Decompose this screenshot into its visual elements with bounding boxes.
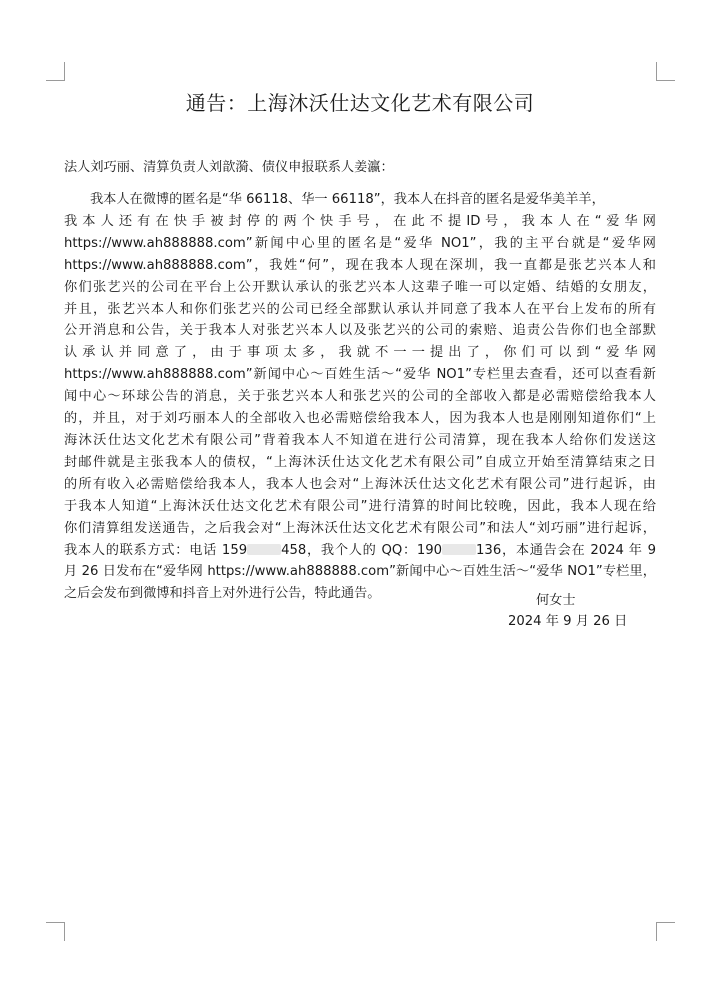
- addressee-line: 法人刘巧丽、清算负责人刘歆漪、债仪申报联系人姜瀛：: [64, 160, 394, 175]
- signature-name: 何女士: [536, 593, 576, 608]
- crop-mark-bottom-left: [46, 922, 65, 941]
- qq-end: 136: [476, 542, 502, 558]
- body-line: 月 26 日发布在“爱华网 https://www.ah888888.com”新闻中心～百姓生活～“爱华 NO1”专栏里，: [64, 564, 656, 580]
- notice-title: 通告：上海沐沃仕达文化艺术有限公司: [185, 91, 535, 115]
- body-line: 你们张艺兴的公司在平台上公开默认承认的张艺兴本人这辈子唯一可以定婚、结婚的女朋友，: [64, 279, 656, 295]
- crop-mark-top-left: [46, 62, 65, 81]
- crop-mark-top-right: [656, 62, 675, 81]
- body-line: https://www.ah888888.com”新闻中心里的匿名是“爱华 NO1”，我的主平台就是“爱华网: [64, 235, 656, 251]
- body-line: 公开消息和公告，关于我本人对张艺兴本人以及张艺兴的公司的索赔、追责公告你们也全部默: [64, 323, 656, 339]
- contact-prefix: 我本人的联系方式：电话 159: [64, 542, 248, 558]
- body-line: 我 本 人 还 有 在 快 手 被 封 停 的 两 个 快 手 号 ， 在 此 不 提 ID 号 ， 我 本 人 在 “ 爱 华 网: [64, 213, 656, 229]
- body-line: 认 承 认 并 同 意 了 ， 由 于 事 项 太 多 ， 我 就 不 一 一 提 出 了 ， 你 们 可 以 到 “ 爱 华 网: [64, 345, 656, 361]
- body-line: https://www.ah888888.com”，我姓“何”，现在我本人现在深圳，我一直都是张艺兴本人和: [64, 257, 656, 273]
- body-line: 闻中心～环球公告的消息，关于张艺兴本人和张艺兴的公司的全部收入都是必需赔偿给我本人: [64, 389, 656, 405]
- body-line: 之后会发布到微博和抖音上对外进行公告，特此通告。: [64, 586, 381, 602]
- body-line: 的所有收入必需赔偿给我本人，我本人也会对“上海沐沃仕达文化艺术有限公司”进行起诉，由: [64, 476, 656, 492]
- body-line: 封邮件就是主张我本人的债权，“上海沐沃仕达文化艺术有限公司”自成立开始至清算结束之日: [64, 454, 656, 470]
- body-line: https://www.ah888888.com”新闻中心～百姓生活～“爱华 NO1”专栏里去查看，还可以查看新: [64, 367, 656, 383]
- contact-mid: ，我个人的 QQ：190: [306, 542, 443, 558]
- body-line: 我本人在微博的匿名是“华 66118、华一 66118”，我本人在抖音的匿名是爱华美羊羊，: [90, 192, 605, 207]
- contact-suffix: ，本通告会在 2024 年 9: [501, 542, 657, 558]
- body-line: 的，并且，对于刘巧丽本人的全部收入也必需赔偿给我本人，因为我本人也是刚刚知道你们“上: [64, 411, 656, 427]
- body-line: 海沐沃仕达文化艺术有限公司”背着我本人不知道在进行公司清算，现在我本人给你们发送这: [64, 432, 656, 448]
- notice-body: [64, 189, 656, 605]
- body-line: 并且，张艺兴本人和你们张艺兴的公司已经全部默认承认并同意了我本人在平台上发布的所有: [64, 301, 656, 317]
- redaction-mask: [247, 544, 281, 555]
- phone-end: 458: [281, 542, 307, 558]
- redaction-mask: [442, 544, 476, 555]
- body-line: 于我本人知道“上海沐沃仕达文化艺术有限公司”进行清算的时间比较晚，因此，我本人现在给: [64, 498, 656, 514]
- contact-line: [64, 540, 656, 562]
- signature-date: 2024 年 9 月 26 日: [508, 614, 628, 629]
- crop-mark-bottom-right: [656, 922, 675, 941]
- body-line: 你们清算组发送通告，之后我会对“上海沐沃仕达文化艺术有限公司”和法人“刘巧丽”进行起诉，: [64, 520, 656, 536]
